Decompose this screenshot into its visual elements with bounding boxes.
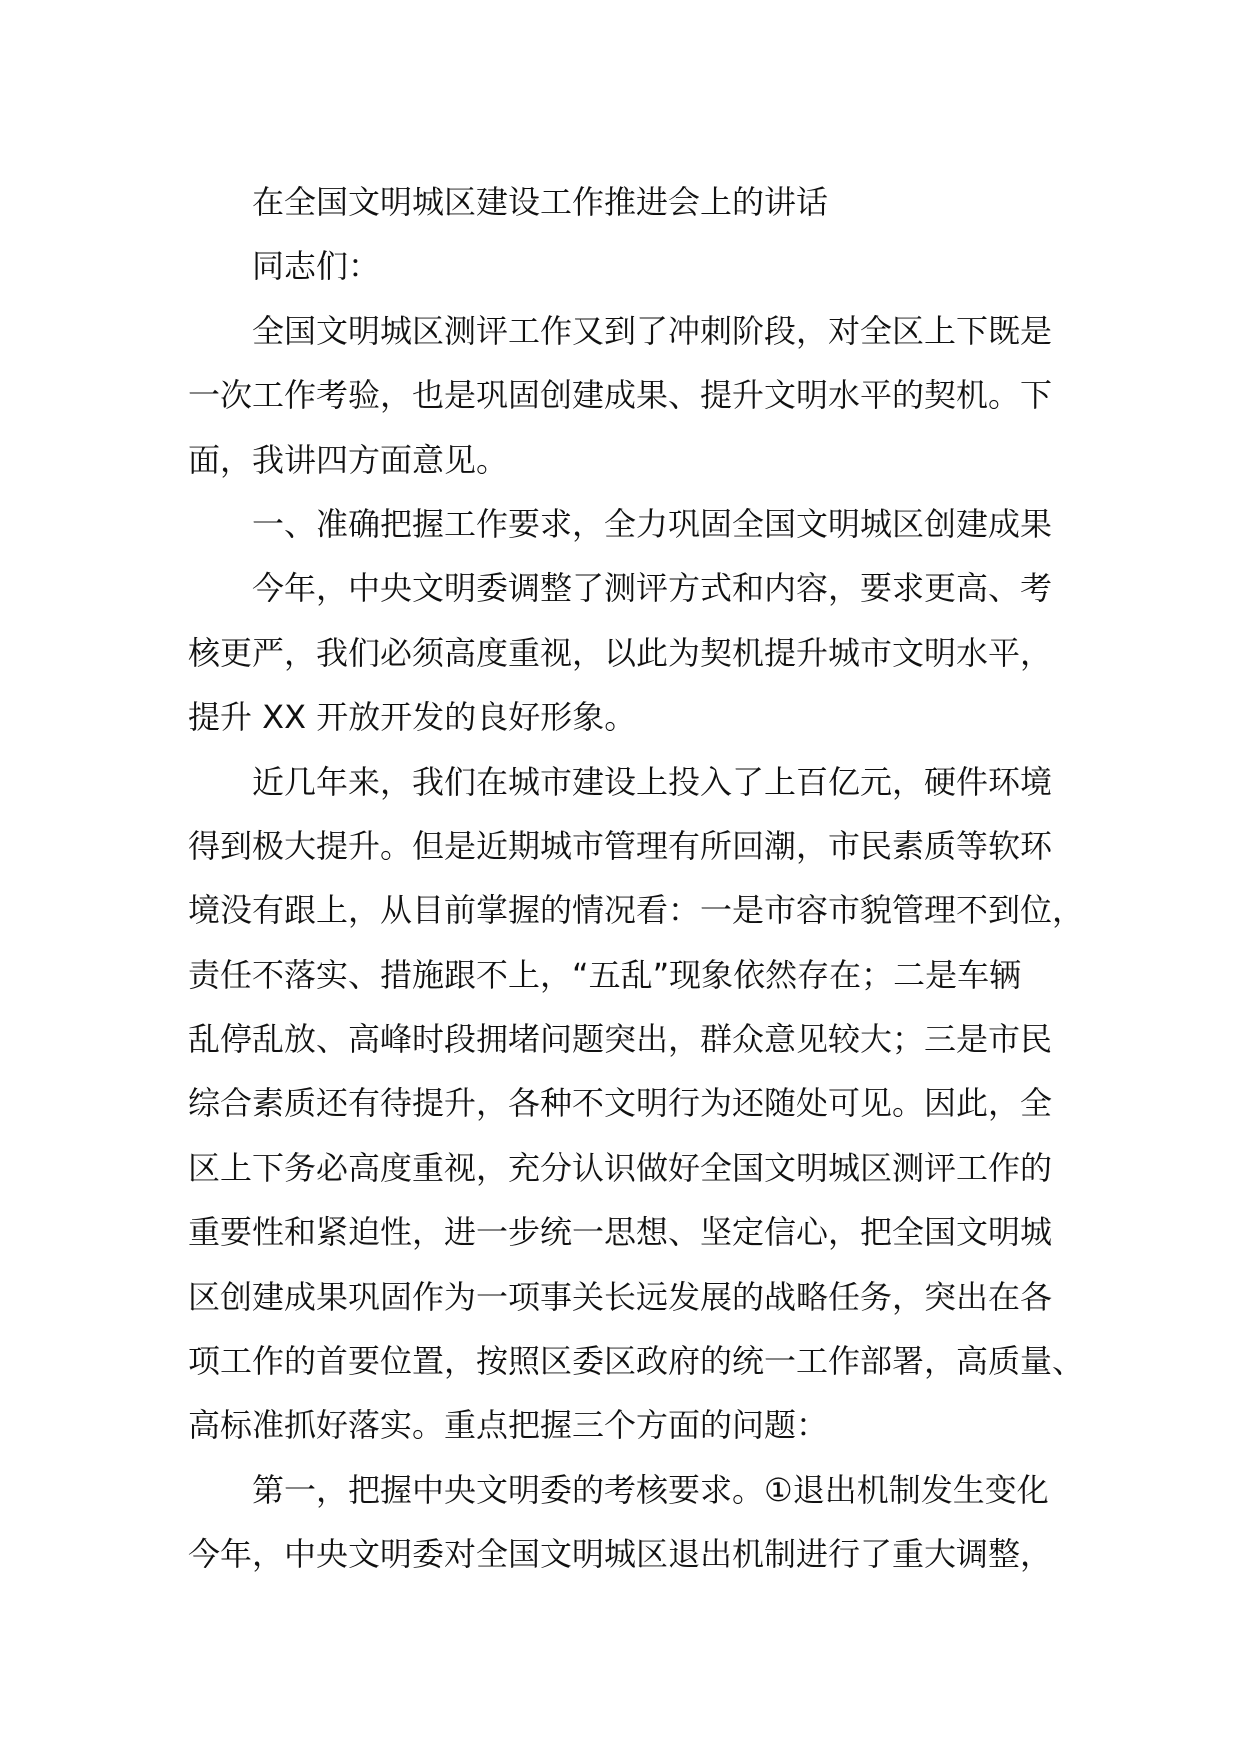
- section-heading: 一、准确把握工作要求，全力巩固全国文明城区创建成果: [252, 504, 1053, 543]
- paragraph-line: 项工作的首要位置，按照区委区政府的统一工作部署，高质量、: [188, 1342, 1085, 1381]
- paragraph-line: 一次工作考验，也是巩固创建成果、提升文明水平的契机。下: [188, 376, 1053, 415]
- paragraph-line: 区创建成果巩固作为一项事关长远发展的战略任务，突出在各: [188, 1277, 1053, 1316]
- document-title: 在全国文明城区建设工作推进会上的讲话: [252, 183, 829, 221]
- document-body: [188, 170, 1085, 1587]
- paragraph-line: 今年，中央文明委调整了测评方式和内容，要求更高、考: [252, 569, 1053, 608]
- paragraph-line: 高标准抓好落实。重点把握三个方面的问题：: [188, 1406, 829, 1445]
- paragraph-line: 乱停乱放、高峰时段拥堵问题突出，群众意见较大；三是市民: [188, 1020, 1053, 1059]
- paragraph-line: 重要性和紧迫性，进一步统一思想、坚定信心，把全国文明城: [188, 1213, 1053, 1252]
- paragraph-line: 今年，中央文明委对全国文明城区退出机制进行了重大调整，: [188, 1535, 1053, 1574]
- paragraph-line: 全国文明城区测评工作又到了冲刺阶段，对全区上下既是: [252, 311, 1053, 350]
- paragraph-line: 综合素质还有待提升，各种不文明行为还随处可见。因此，全: [188, 1084, 1053, 1123]
- paragraph-line: 提升 XX 开放开发的良好形象。: [188, 698, 637, 737]
- salutation: 同志们：: [252, 247, 381, 286]
- paragraph-line: 得到极大提升。但是近期城市管理有所回潮，市民素质等软环: [188, 826, 1053, 865]
- paragraph-line: 区上下务必高度重视，充分认识做好全国文明城区测评工作的: [188, 1148, 1053, 1187]
- paragraph-line: 第一，把握中央文明委的考核要求。①退出机制发生变化: [252, 1470, 1049, 1509]
- paragraph-line: 境没有跟上，从目前掌握的情况看：一是市容市貌管理不到位，: [188, 891, 1085, 930]
- paragraph-line: 核更严，我们必须高度重视，以此为契机提升城市文明水平，: [188, 633, 1053, 672]
- paragraph-line: 近几年来，我们在城市建设上投入了上百亿元，硬件环境: [252, 762, 1053, 801]
- paragraph-line: 面，我讲四方面意见。: [188, 440, 509, 479]
- paragraph-line: 责任不落实、措施跟不上，“五乱”现象依然存在；二是车辆: [188, 955, 1022, 994]
